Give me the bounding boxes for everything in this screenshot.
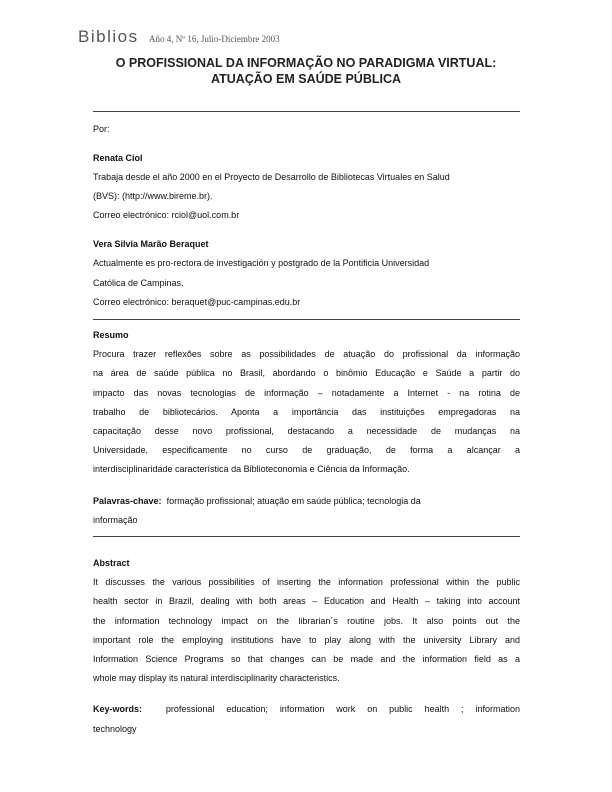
title-line-1: O PROFISSIONAL DA INFORMAÇÃO NO PARADIGMA VIRTUAL: <box>115 56 497 70</box>
keywords-label: Palavras-chave: <box>93 495 162 506</box>
divider <box>93 536 520 537</box>
author-affiliation: Actualmente es pro-rectora de investigación y postgrado de la Pontificia Universidad <box>93 258 430 269</box>
resumo-line: interdisciplinaridade característica da Biblioteconomia e Ciência da Informação. <box>93 464 410 475</box>
keywords-text: professional education; information work on public health ; information <box>165 704 520 715</box>
abstract-line: Information Science Programs so that changes can be made and the information field as a <box>93 653 520 664</box>
abstract-heading: Abstract <box>93 558 130 568</box>
abstract-line: important role the employing institutions have to play along with the university Library and <box>93 634 520 645</box>
keywords-label: Key-words: <box>93 704 143 715</box>
author-affiliation: Trabaja desde el año 2000 en el Proyecto de Desarrollo de Bibliotecas Virtuales en Salud <box>93 171 450 182</box>
authors-section <box>93 120 520 312</box>
journal-logo: Biblios <box>78 27 139 46</box>
keywords-text: formação profissional; atuação em saúde pública; tecnologia da <box>166 495 421 506</box>
author-name: Renata Ciol <box>93 152 143 163</box>
author-affiliation: (BVS): (http://www.bireme.br). <box>93 191 213 202</box>
resumo-line: impacto das novas tecnologias de informação – notadamente a Internet - na rotina de <box>93 387 520 398</box>
por-label: Por: <box>93 124 110 134</box>
issue-info: Año 4, Nº 16, Julio-Diciembre 2003 <box>149 34 280 44</box>
author-email: Correo electrónico: beraquet@puc-campinas.edu.br <box>93 296 301 307</box>
abstract-line: It discusses the various possibilities of inserting the information professional within the public <box>93 577 520 588</box>
resumo-line: na área de saúde pública no Brasil, abordando o binômio Educação e Saúde a partir do <box>93 368 520 379</box>
resumo-line: Universidade, especificamente no curso de graduação, de forma a alcançar a <box>93 445 520 456</box>
abstract-line: health sector in Brazil, dealing with both areas – Education and Health – taking into account <box>93 596 520 607</box>
abstract-line: the information technology impact on the librarian´s routine jobs. It also points out the <box>93 615 520 626</box>
author-name: Vera Silvia Marão Beraquet <box>93 239 209 250</box>
divider <box>93 319 520 320</box>
resumo-line: capacitação desse novo profissional, destacando a necessidade de mudanças na <box>93 425 520 436</box>
masthead <box>78 27 280 47</box>
abstract-keywords <box>93 700 520 719</box>
resumo-line: trabalho de bibliotecários. Aponta a importância das instituições empregadoras na <box>93 406 520 417</box>
article-title <box>60 55 552 87</box>
keywords-continued: informação <box>93 514 138 525</box>
author-email: Correo electrónico: rciol@uol.com.br <box>93 210 240 221</box>
resumo-heading: Resumo <box>93 330 129 340</box>
author-affiliation: Católica de Campinas. <box>93 277 184 288</box>
abstract-section <box>93 554 520 739</box>
abstract-line: whole may display its natural interdisciplinarity characteristics. <box>93 673 340 684</box>
resumo-section <box>93 326 520 530</box>
title-line-2: ATUAÇÃO EM SAÚDE PÚBLICA <box>210 72 402 86</box>
keywords-continued: technology <box>93 723 137 734</box>
resumo-line: Procura trazer reflexões sobre as possibilidades de atuação do profissional da informação <box>93 349 520 360</box>
resumo-keywords <box>93 492 520 511</box>
divider <box>93 111 520 112</box>
